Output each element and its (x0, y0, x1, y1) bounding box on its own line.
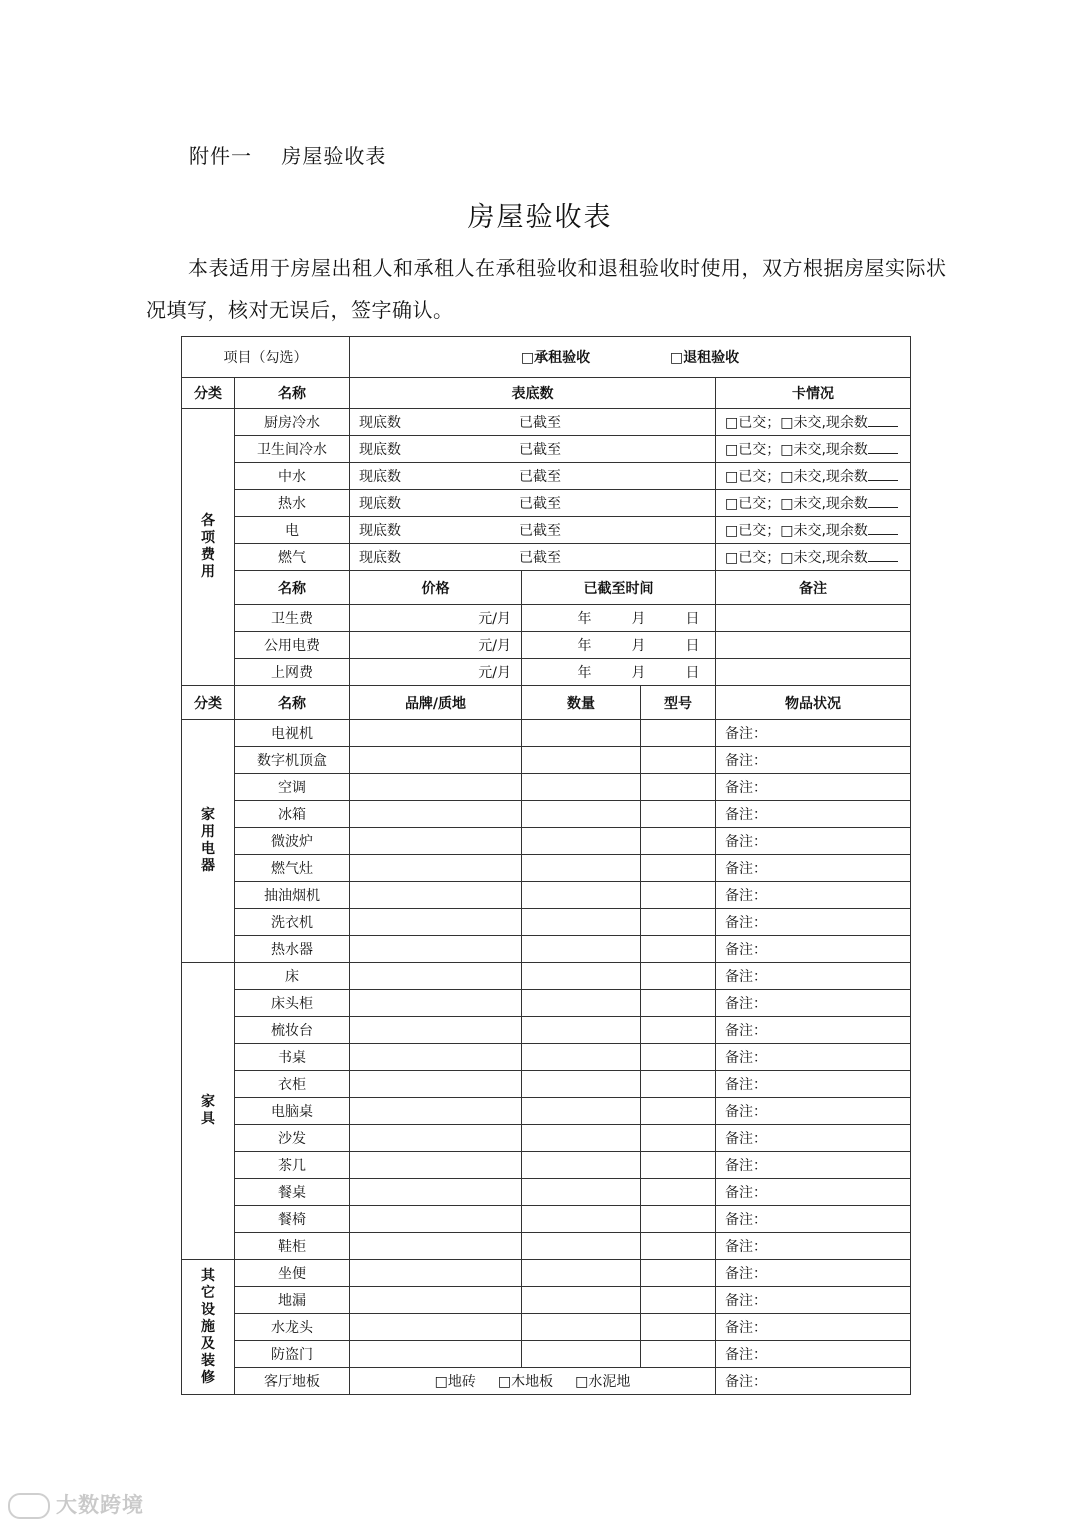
item-row (182, 855, 911, 882)
meter-name: 厨房冷水 (235, 409, 350, 436)
floor-option-checkbox[interactable]: □水泥地 (575, 1374, 631, 1390)
meter-reading-field[interactable]: 现底数 已截至 (350, 436, 716, 463)
quantity-field[interactable] (522, 1125, 641, 1152)
meter-name: 中水 (235, 463, 350, 490)
model-field[interactable] (641, 1314, 716, 1341)
brand-field[interactable] (350, 1206, 522, 1233)
item-status-field[interactable]: 备注： (716, 720, 911, 747)
meter-row (182, 463, 911, 490)
card-status-field[interactable]: □已交；□未交,现余数 (716, 463, 911, 490)
item-name: 数字机顶盒 (235, 747, 350, 774)
meter-row (182, 544, 911, 571)
meter-row (182, 517, 911, 544)
model-field[interactable] (641, 1179, 716, 1206)
quantity-field[interactable] (522, 936, 641, 963)
quantity-field[interactable] (522, 882, 641, 909)
brand-field[interactable] (350, 801, 522, 828)
item-status-field[interactable]: 备注： (716, 1017, 911, 1044)
model-field[interactable] (641, 1152, 716, 1179)
brand-field[interactable] (350, 1098, 522, 1125)
item-status-field[interactable]: 备注： (716, 1233, 911, 1260)
service-name: 公用电费 (235, 632, 350, 659)
project-label: 项目（勾选） (182, 337, 350, 378)
brand-field[interactable] (350, 909, 522, 936)
item-name: 书桌 (235, 1044, 350, 1071)
item-status-field[interactable]: 备注： (716, 1098, 911, 1125)
item-name: 热水器 (235, 936, 350, 963)
meter-name: 电 (235, 517, 350, 544)
quantity-field[interactable] (522, 720, 641, 747)
card-status-field[interactable]: □已交；□未交,现余数 (716, 409, 911, 436)
model-field[interactable] (641, 1287, 716, 1314)
model-field[interactable] (641, 1071, 716, 1098)
quantity-field[interactable] (522, 774, 641, 801)
model-field[interactable] (641, 720, 716, 747)
item-status-field[interactable]: 备注： (716, 882, 911, 909)
quantity-field[interactable] (522, 747, 641, 774)
item-status-field[interactable]: 备注： (716, 1287, 911, 1314)
quantity-field[interactable] (522, 1287, 641, 1314)
quantity-field[interactable] (522, 963, 641, 990)
category-label: 其它设施及装修 (182, 1260, 235, 1395)
item-row (182, 801, 911, 828)
item-row (182, 1179, 911, 1206)
meter-row (182, 409, 911, 436)
quantity-field[interactable] (522, 1017, 641, 1044)
header-qty: 数量 (522, 686, 641, 720)
meter-row (182, 436, 911, 463)
card-status-field[interactable]: □已交；□未交,现余数 (716, 436, 911, 463)
item-status-field[interactable]: 备注： (716, 1368, 911, 1395)
item-row (182, 1098, 911, 1125)
brand-field[interactable] (350, 774, 522, 801)
item-name: 沙发 (235, 1125, 350, 1152)
item-name: 空调 (235, 774, 350, 801)
brand-field[interactable] (350, 720, 522, 747)
brand-field[interactable] (350, 1125, 522, 1152)
item-name: 床 (235, 963, 350, 990)
model-field[interactable] (641, 801, 716, 828)
price-field[interactable]: 元/月 (350, 659, 522, 686)
item-row (182, 936, 911, 963)
item-status-field[interactable]: 备注： (716, 1044, 911, 1071)
item-row (182, 1341, 911, 1368)
item-status-field[interactable]: 备注： (716, 828, 911, 855)
price-field[interactable]: 元/月 (350, 632, 522, 659)
service-fee-row (182, 632, 911, 659)
meter-name: 卫生间冷水 (235, 436, 350, 463)
quantity-field[interactable] (522, 909, 641, 936)
item-row (182, 1314, 911, 1341)
items-header-row (182, 686, 911, 720)
item-name: 鞋柜 (235, 1233, 350, 1260)
category-label: 家用电器 (182, 720, 235, 963)
item-row (182, 774, 911, 801)
brand-field[interactable] (350, 747, 522, 774)
header-category: 分类 (182, 686, 235, 720)
intro-paragraph: 本表适用于房屋出租人和承租人在承租验收和退租验收时使用，双方根据房屋实际状况填写，核对无误后，签字确认。 (146, 256, 947, 322)
header-remark: 备注 (716, 571, 911, 605)
model-field[interactable] (641, 1125, 716, 1152)
meter-name: 燃气 (235, 544, 350, 571)
remark-field[interactable] (716, 659, 911, 686)
brand-field[interactable] (350, 1260, 522, 1287)
item-name: 水龙头 (235, 1314, 350, 1341)
category-label: 家具 (182, 963, 235, 1260)
item-row (182, 1260, 911, 1287)
quantity-field[interactable] (522, 1206, 641, 1233)
watermark: 大数跨境 (8, 1489, 144, 1519)
item-name: 衣柜 (235, 1071, 350, 1098)
brand-field[interactable] (350, 1071, 522, 1098)
item-row (182, 990, 911, 1017)
meter-reading-field[interactable]: 现底数 已截至 (350, 490, 716, 517)
meter-reading-field[interactable]: 现底数 已截至 (350, 409, 716, 436)
quantity-field[interactable] (522, 1098, 641, 1125)
brand-field[interactable] (350, 1152, 522, 1179)
brand-field[interactable] (350, 855, 522, 882)
brand-field[interactable] (350, 936, 522, 963)
cutoff-date-field[interactable]: 年 月 日 (522, 605, 716, 632)
item-row (182, 1206, 911, 1233)
inspection-type-row (182, 337, 911, 378)
quantity-field[interactable] (522, 1341, 641, 1368)
category-label: 各项费用 (182, 409, 235, 686)
header-name: 名称 (235, 378, 350, 409)
model-field[interactable] (641, 1260, 716, 1287)
item-row (182, 1071, 911, 1098)
quantity-field[interactable] (522, 1071, 641, 1098)
meter-name: 热水 (235, 490, 350, 517)
model-field[interactable] (641, 936, 716, 963)
item-row (182, 1017, 911, 1044)
fees-header-row (182, 378, 911, 409)
quantity-field[interactable] (522, 990, 641, 1017)
meter-reading-field[interactable]: 现底数 已截至 (350, 517, 716, 544)
item-status-field[interactable]: 备注： (716, 855, 911, 882)
item-status-field[interactable]: 备注： (716, 1260, 911, 1287)
quantity-field[interactable] (522, 801, 641, 828)
item-status-field[interactable]: 备注： (716, 909, 911, 936)
item-name: 梳妆台 (235, 1017, 350, 1044)
item-row (182, 828, 911, 855)
floor-type-options[interactable] (350, 1368, 716, 1395)
item-name: 防盗门 (235, 1341, 350, 1368)
item-row (182, 1044, 911, 1071)
annex-heading: 附件一 房屋验收表 (189, 144, 387, 168)
quantity-field[interactable] (522, 1179, 641, 1206)
item-name: 燃气灶 (235, 855, 350, 882)
model-field[interactable] (641, 747, 716, 774)
brand-field[interactable] (350, 1233, 522, 1260)
floor-row (182, 1368, 911, 1395)
quantity-field[interactable] (522, 1152, 641, 1179)
item-name: 餐椅 (235, 1206, 350, 1233)
floor-option-checkbox[interactable]: □木地板 (497, 1374, 554, 1390)
header-cutoff-time: 已截至时间 (522, 571, 716, 605)
header-name: 名称 (235, 571, 350, 605)
header-meter: 表底数 (350, 378, 716, 409)
model-field[interactable] (641, 1206, 716, 1233)
meter-row (182, 490, 911, 517)
item-status-field[interactable]: 备注： (716, 1341, 911, 1368)
page-title: 房屋验收表 (467, 202, 613, 233)
card-status-field[interactable]: □已交；□未交,现余数 (716, 517, 911, 544)
item-status-field[interactable]: 备注： (716, 747, 911, 774)
item-name: 电脑桌 (235, 1098, 350, 1125)
item-name: 抽油烟机 (235, 882, 350, 909)
item-name: 茶几 (235, 1152, 350, 1179)
item-status-field[interactable]: 备注： (716, 801, 911, 828)
price-field[interactable]: 元/月 (350, 605, 522, 632)
cutoff-date-field[interactable]: 年 月 日 (522, 632, 716, 659)
item-status-field[interactable]: 备注： (716, 963, 911, 990)
quantity-field[interactable] (522, 1314, 641, 1341)
item-name: 坐便 (235, 1260, 350, 1287)
service-fee-row (182, 605, 911, 632)
item-row (182, 963, 911, 990)
header-model: 型号 (641, 686, 716, 720)
remark-field[interactable] (716, 605, 911, 632)
model-field[interactable] (641, 1233, 716, 1260)
quantity-field[interactable] (522, 828, 641, 855)
model-field[interactable] (641, 1098, 716, 1125)
header-brand: 品牌/质地 (350, 686, 522, 720)
move-out-inspection-checkbox[interactable]: □退租验收 (669, 350, 740, 366)
service-name: 卫生费 (235, 605, 350, 632)
item-row (182, 1152, 911, 1179)
item-row (182, 909, 911, 936)
meter-reading-field[interactable]: 现底数 已截至 (350, 463, 716, 490)
item-row (182, 1287, 911, 1314)
header-name: 名称 (235, 686, 350, 720)
item-name: 冰箱 (235, 801, 350, 828)
item-row (182, 882, 911, 909)
item-status-field[interactable]: 备注： (716, 1152, 911, 1179)
meter-reading-field[interactable]: 现底数 已截至 (350, 544, 716, 571)
brand-field[interactable] (350, 963, 522, 990)
brand-field[interactable] (350, 1341, 522, 1368)
card-status-field[interactable]: □已交；□未交,现余数 (716, 544, 911, 571)
item-status-field[interactable]: 备注： (716, 990, 911, 1017)
item-name: 客厅地板 (235, 1368, 350, 1395)
header-price: 价格 (350, 571, 522, 605)
quantity-field[interactable] (522, 1260, 641, 1287)
model-field[interactable] (641, 882, 716, 909)
header-card: 卡情况 (716, 378, 911, 409)
item-row (182, 1125, 911, 1152)
brand-field[interactable] (350, 1017, 522, 1044)
item-name: 洗衣机 (235, 909, 350, 936)
move-in-inspection-checkbox[interactable]: □承租验收 (520, 350, 591, 366)
quantity-field[interactable] (522, 1233, 641, 1260)
quantity-field[interactable] (522, 1044, 641, 1071)
item-name: 床头柜 (235, 990, 350, 1017)
floor-option-checkbox[interactable]: □地砖 (434, 1374, 476, 1390)
header-status: 物品状况 (716, 686, 911, 720)
remark-field[interactable] (716, 632, 911, 659)
brand-field[interactable] (350, 1314, 522, 1341)
cutoff-date-field[interactable]: 年 月 日 (522, 659, 716, 686)
model-field[interactable] (641, 1017, 716, 1044)
model-field[interactable] (641, 990, 716, 1017)
fees-subheader-row (182, 571, 911, 605)
item-row (182, 747, 911, 774)
header-category: 分类 (182, 378, 235, 409)
model-field[interactable] (641, 1341, 716, 1368)
item-status-field[interactable]: 备注： (716, 1314, 911, 1341)
item-status-field[interactable]: 备注： (716, 1179, 911, 1206)
brand-field[interactable] (350, 1287, 522, 1314)
item-status-field[interactable]: 备注： (716, 774, 911, 801)
brand-field[interactable] (350, 1179, 522, 1206)
brand-field[interactable] (350, 1044, 522, 1071)
item-name: 地漏 (235, 1287, 350, 1314)
quantity-field[interactable] (522, 855, 641, 882)
item-status-field[interactable]: 备注： (716, 936, 911, 963)
item-row (182, 720, 911, 747)
service-fee-row (182, 659, 911, 686)
model-field[interactable] (641, 774, 716, 801)
model-field[interactable] (641, 1044, 716, 1071)
item-row (182, 1233, 911, 1260)
watermark-logo-icon (8, 1493, 50, 1519)
brand-field[interactable] (350, 828, 522, 855)
item-name: 餐桌 (235, 1179, 350, 1206)
item-status-field[interactable]: 备注： (716, 1071, 911, 1098)
model-field[interactable] (641, 909, 716, 936)
item-name: 电视机 (235, 720, 350, 747)
service-name: 上网费 (235, 659, 350, 686)
item-name: 微波炉 (235, 828, 350, 855)
model-field[interactable] (641, 855, 716, 882)
item-status-field[interactable]: 备注： (716, 1125, 911, 1152)
card-status-field[interactable]: □已交；□未交,现余数 (716, 490, 911, 517)
item-status-field[interactable]: 备注： (716, 1206, 911, 1233)
inspection-table (181, 336, 911, 1395)
brand-field[interactable] (350, 882, 522, 909)
model-field[interactable] (641, 963, 716, 990)
model-field[interactable] (641, 828, 716, 855)
brand-field[interactable] (350, 990, 522, 1017)
